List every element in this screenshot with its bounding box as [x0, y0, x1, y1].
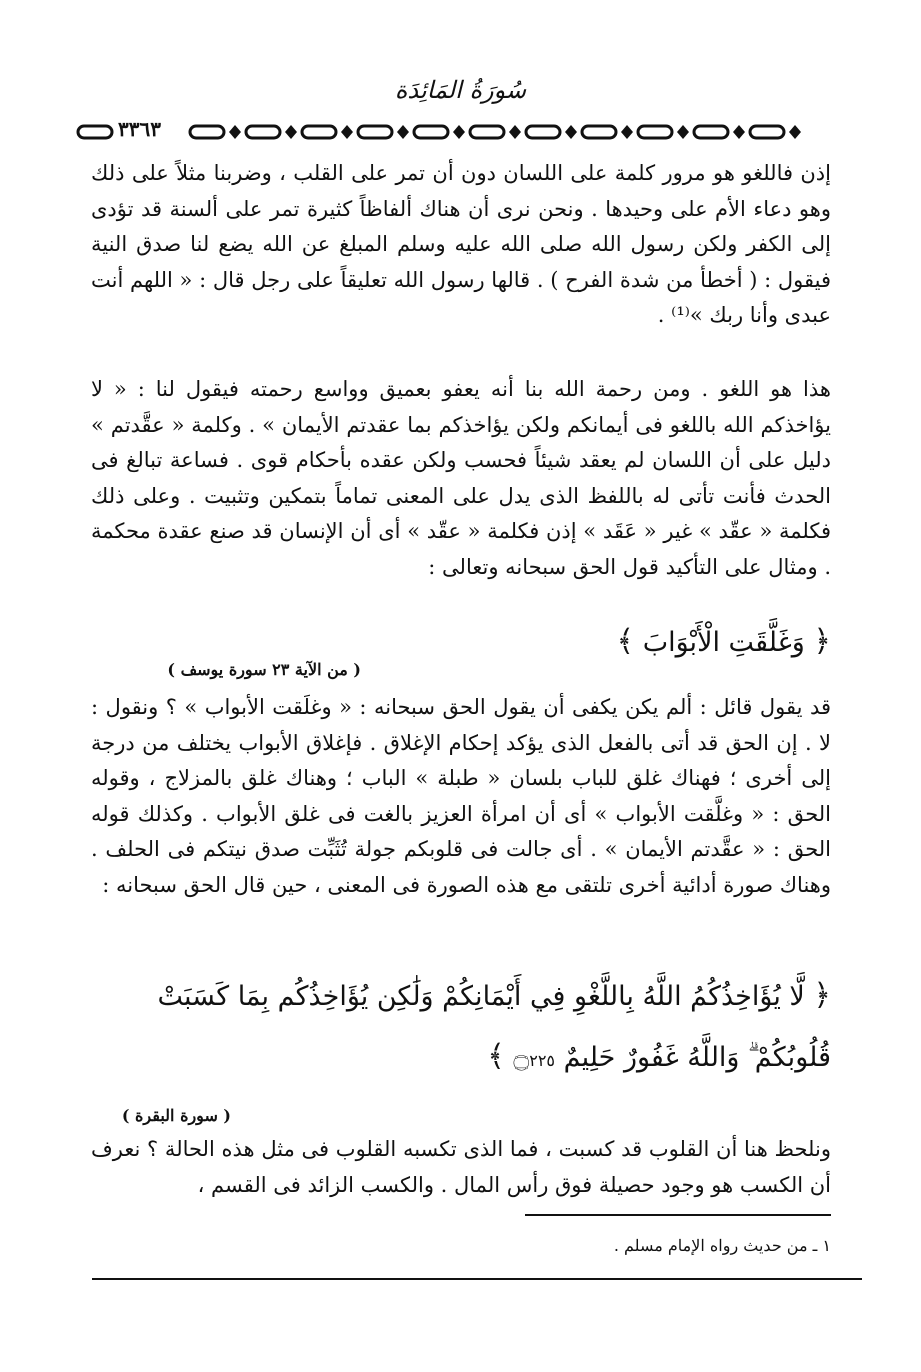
verse-1-text: وَغَلَّقَتِ الْأَبْوَابَ	[642, 627, 805, 658]
verse-2-reference: ( سورة البقرة )	[121, 1106, 231, 1125]
paragraph-2: هذا هو اللغو . ومن رحمة الله بنا أنه يعفو بعميق وواسع رحمته فيقول لنا : « لا يؤاخذكم الله باللغو فى أيمانكم ولكن يؤاخذكم بما عقدتم الأيمان » . وكلمة « عقَّدتم » دليل على أن اللسان لم يعقد شيئاً فحسب ولكن عقده بأحكام قوى . فساعة تبالغ فى الحدث فأنت تأتى له باللفظ الذى يدل على المعنى تماماً بتمكين وتثبيت . وعلى ذلك فكلمة « عقّد » غير « عَقَد » إذن فكلمة « عقّد » أى أن الإنسان قد صنع عقدة محكمة . ومثال على التأكيد قول الحق سبحانه وتعالى :	[91, 377, 831, 579]
page-number: ٣٣٦٣	[118, 117, 161, 141]
ornate-bracket-close-icon: ﴾	[487, 1039, 505, 1074]
paragraph-3: قد يقول قائل : ألم يكن يكفى أن يقول الحق سبحانه : « وغلَقت الأبواب » ؟ ونقول : لا . إن الحق قد أتى بالفعل الذى يؤكد إحكام الإغلاق . فإغلاق الأبواب يختلف من درجة إلى أخرى ؛ فهناك غلق للباب بلسان « طبلة » الباب ؛ وهناك غلق بالمزلاج ، وقوله الحق : « وغلَّقت الأبواب » أى أن امرأة العزيز بالغت فى غلق الأبواب . وكذلك قوله الحق : « عقَّدتم الأيمان » . أى جالت فى قلوبكم جولة تُثَبِّت صدق نيتكم فى الحلف . وهناك صورة أدائية أخرى تلتقى مع هذه الصورة فى المعنى ، حين قال الحق سبحانه :	[91, 695, 831, 897]
surah-title: سُورَةُ المَائِدَة	[394, 76, 527, 104]
paragraph-1: إذن فاللغو هو مرور كلمة على اللسان دون أن تمر على القلب ، وضربنا مثلاً على ذلك وهو دعاء الأم على وحيدها . ونحن نرى أن هناك ألفاظاً كثيرة تمر على ألسنة قد تؤدى إلى الكفر ولكن رسول الله صلى الله عليه وسلم المبلغ عن الله يضع لنا صدق النية فيقول : ( أخطأ من شدة الفرح ) . قالها رسول الله تعليقاً على رجل قال : « اللهم أنت عبدى وأنا ربك »⁽¹⁾ .	[91, 161, 831, 327]
footnote-separator	[525, 1214, 831, 1216]
ornate-bracket-open-icon: ﴿	[813, 624, 831, 659]
verse-1-reference: ( من الآية ٢٣ سورة يوسف )	[167, 660, 361, 679]
ornate-bracket-close-icon: ﴾	[616, 624, 635, 659]
verse-2-text: لَّا يُؤَاخِذُكُمُ اللَّهُ بِاللَّغْوِ فِي أَيْمَانِكُمْ وَلَٰكِن يُؤَاخِذُكُم بِمَا كَسَبَتْ قُلُوبُكُمْ ۗ وَاللَّهُ غَفُورٌ حَلِيمٌ	[157, 981, 831, 1073]
paragraph-4: ونلحظ هنا أن القلوب قد كسبت ، فما الذى تكسبه القلوب فى مثل هذه الحالة ؟ نعرف أن الكسب هو وجود حصيلة فوق رأس المال . والكسب الزائد فى القسم ،	[91, 1137, 831, 1197]
footnote: ١ ـ من حديث رواه الإمام مسلم .	[613, 1236, 831, 1255]
bottom-rule	[92, 1278, 862, 1280]
ornate-bracket-open-icon: ﴿	[813, 978, 831, 1013]
verse-number-marker: ۝٢٢٥	[513, 1042, 556, 1073]
chain-ornament-icon	[75, 120, 835, 144]
quran-verse-2	[91, 966, 831, 1091]
